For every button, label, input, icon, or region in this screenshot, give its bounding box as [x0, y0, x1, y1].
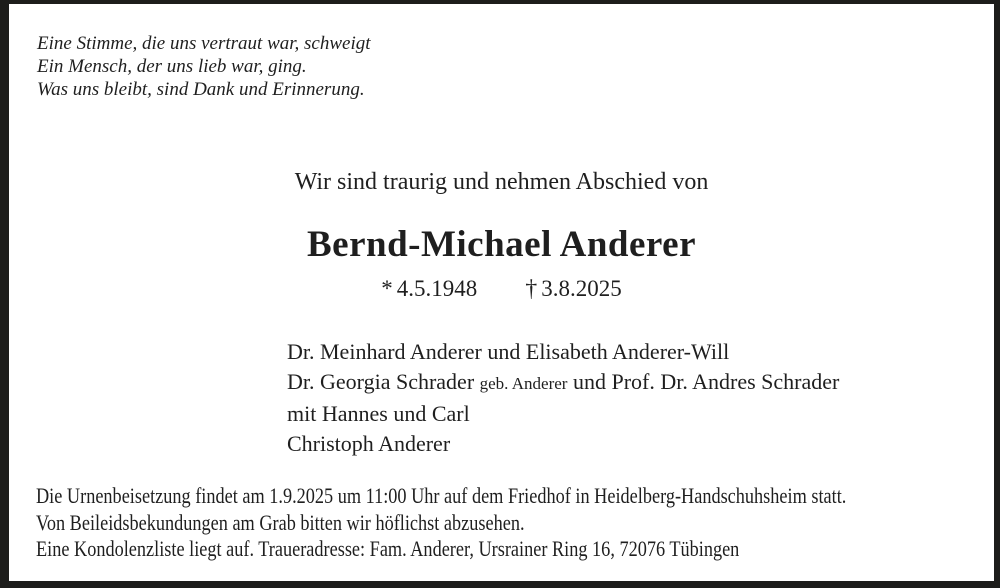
quote-line: Was uns bleibt, sind Dank und Erinnerung. [37, 79, 365, 100]
memorial-quote [37, 32, 371, 101]
funeral-detail-line: Von Beileidsbekundungen am Grab bitten wir höflichst abzusehen. [36, 509, 525, 535]
funeral-details [36, 483, 999, 563]
life-dates [9, 276, 994, 303]
quote-line: Eine Stimme, die uns vertraut war, schweigt [37, 33, 371, 54]
funeral-detail-line: Die Urnenbeisetzung findet am 1.9.2025 um 11:00 Uhr auf dem Friedhof in Heidelberg-Handschuhsheim statt. [36, 483, 847, 508]
mourner-line: mit Hannes und Carl [287, 401, 470, 426]
birth-symbol: * [381, 276, 393, 301]
mourner-name: und Prof. Dr. Andres Schrader [572, 369, 840, 394]
death-cross-symbol: † [525, 276, 538, 302]
mourner-line: Dr. Meinhard Anderer und Elisabeth Anderer-Will [287, 339, 730, 364]
death-date: 3.8.2025 [541, 276, 622, 301]
quote-line: Ein Mensch, der uns lieb war, ging. [37, 56, 307, 77]
maiden-name-note: geb. Anderer [479, 374, 568, 393]
deceased-name: Bernd-Michael Anderer [306, 224, 696, 265]
mourners-list [287, 337, 839, 459]
birth-date: 4.5.1948 [396, 276, 478, 301]
mourner-line: Christoph Anderer [287, 431, 451, 456]
funeral-detail-line: Eine Kondolenzliste liegt auf. Traueradresse: Fam. Anderer, Ursrainer Ring 16, 72076 Tübingen [36, 536, 740, 561]
mourner-line [287, 367, 839, 399]
mourner-name: Dr. Georgia Schrader [287, 369, 475, 394]
announcement-intro: Wir sind traurig und nehmen Abschied von [294, 169, 709, 195]
